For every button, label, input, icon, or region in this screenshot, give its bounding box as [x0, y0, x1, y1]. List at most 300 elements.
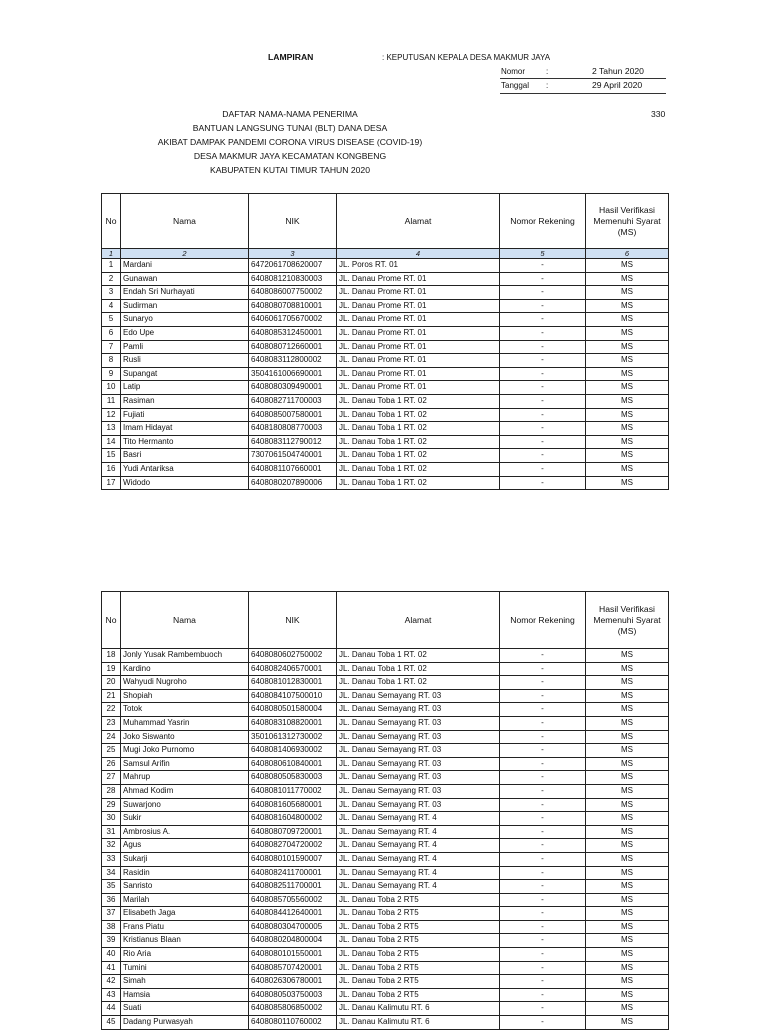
row-no: 8: [102, 354, 121, 368]
row-ms: MS: [586, 866, 669, 880]
row-no: 26: [102, 757, 121, 771]
row-rekening: -: [500, 948, 586, 962]
row-nik: 6408080709720001: [249, 825, 337, 839]
row-rekening: -: [500, 825, 586, 839]
lampiran-value: : KEPUTUSAN KEPALA DESA MAKMUR JAYA: [382, 53, 551, 62]
table-row: [102, 825, 669, 839]
col-index: 1: [102, 249, 121, 259]
row-nama: Ambrosius A.: [121, 825, 249, 839]
row-nama: Rasiman: [121, 394, 249, 408]
row-nama: Mugi Joko Purnomo: [121, 744, 249, 758]
document-code: 330: [651, 109, 666, 119]
row-no: 6: [102, 326, 121, 340]
table-row: [102, 394, 669, 408]
row-nik: 6408083112800002: [249, 354, 337, 368]
row-rekening: -: [500, 798, 586, 812]
row-alamat: JL. Danau Prome RT. 01: [337, 313, 500, 327]
tanggal-value: 29 April 2020: [592, 80, 643, 90]
col-rekening: Nomor Rekening: [500, 194, 586, 249]
row-nik: 6408082411700001: [249, 866, 337, 880]
row-no: 5: [102, 313, 121, 327]
row-nik: 6408080309490001: [249, 381, 337, 395]
col-index: 2: [121, 249, 249, 259]
row-ms: MS: [586, 462, 669, 476]
row-nik: 6408084412640001: [249, 907, 337, 921]
row-ms: MS: [586, 880, 669, 894]
row-alamat: JL. Danau Toba 1 RT. 02: [337, 462, 500, 476]
row-rekening: -: [500, 744, 586, 758]
row-no: 42: [102, 975, 121, 989]
row-alamat: JL. Danau Toba 2 RT5: [337, 920, 500, 934]
row-rekening: -: [500, 676, 586, 690]
row-alamat: JL. Danau Semayang RT. 03: [337, 798, 500, 812]
row-ms: MS: [586, 313, 669, 327]
row-nik: 7307061504740001: [249, 449, 337, 463]
row-nik: 6408081605680001: [249, 798, 337, 812]
row-no: 10: [102, 381, 121, 395]
row-no: 20: [102, 676, 121, 690]
row-alamat: JL. Danau Semayang RT. 03: [337, 771, 500, 785]
row-alamat: JL. Danau Toba 2 RT5: [337, 961, 500, 975]
table-row: [102, 408, 669, 422]
table-row: [102, 299, 669, 313]
row-nama: Muhammad Yasrin: [121, 716, 249, 730]
row-alamat: JL. Danau Toba 1 RT. 02: [337, 449, 500, 463]
nomor-value: 2 Tahun 2020: [592, 66, 644, 76]
row-ms: MS: [586, 812, 669, 826]
row-alamat: JL. Danau Toba 1 RT. 02: [337, 435, 500, 449]
row-alamat: JL. Danau Toba 2 RT5: [337, 948, 500, 962]
row-nik: 6406061705670002: [249, 313, 337, 327]
table-row: [102, 880, 669, 894]
row-alamat: JL. Danau Prome RT. 01: [337, 381, 500, 395]
row-no: 35: [102, 880, 121, 894]
row-no: 21: [102, 689, 121, 703]
col-ms: Hasil Verifikasi Memenuhi Syarat (MS): [586, 194, 669, 249]
row-no: 28: [102, 784, 121, 798]
col-nik: NIK: [249, 194, 337, 249]
row-nik: 6408080110760002: [249, 1016, 337, 1030]
row-nik: 6408081406930002: [249, 744, 337, 758]
row-nama: Simah: [121, 975, 249, 989]
row-ms: MS: [586, 676, 669, 690]
row-ms: MS: [586, 381, 669, 395]
col-alamat: Alamat: [337, 194, 500, 249]
row-rekening: -: [500, 757, 586, 771]
table-row: [102, 367, 669, 381]
row-no: 22: [102, 703, 121, 717]
table-row: [102, 988, 669, 1002]
table-row: [102, 272, 669, 286]
row-no: 17: [102, 476, 121, 490]
table-row: [102, 934, 669, 948]
row-no: 29: [102, 798, 121, 812]
row-rekening: -: [500, 961, 586, 975]
row-alamat: JL. Danau Semayang RT. 4: [337, 852, 500, 866]
table-row: [102, 340, 669, 354]
row-nik: 6408081011770002: [249, 784, 337, 798]
row-nama: Yudi Antariksa: [121, 462, 249, 476]
row-nama: Latip: [121, 381, 249, 395]
row-nik: 6408080207890006: [249, 476, 337, 490]
row-nik: 6408080101550001: [249, 948, 337, 962]
row-ms: MS: [586, 798, 669, 812]
row-nama: Basri: [121, 449, 249, 463]
row-rekening: -: [500, 839, 586, 853]
table-row: [102, 975, 669, 989]
row-ms: MS: [586, 839, 669, 853]
row-nik: 3501061312730002: [249, 730, 337, 744]
row-ms: MS: [586, 975, 669, 989]
row-nik: 6408080503750003: [249, 988, 337, 1002]
row-no: 45: [102, 1016, 121, 1030]
row-nik: 6408080501580004: [249, 703, 337, 717]
row-no: 34: [102, 866, 121, 880]
row-nama: Imam Hidayat: [121, 422, 249, 436]
row-nama: Sanristo: [121, 880, 249, 894]
row-rekening: -: [500, 649, 586, 663]
row-nama: Totok: [121, 703, 249, 717]
row-alamat: JL. Danau Toba 2 RT5: [337, 934, 500, 948]
row-alamat: JL. Danau Prome RT. 01: [337, 340, 500, 354]
row-ms: MS: [586, 988, 669, 1002]
row-no: 27: [102, 771, 121, 785]
row-no: 1: [102, 259, 121, 273]
row-nik: 6408080712660001: [249, 340, 337, 354]
row-alamat: JL. Danau Prome RT. 01: [337, 326, 500, 340]
row-nik: 6408081604800002: [249, 812, 337, 826]
row-nama: Kristianus Blaan: [121, 934, 249, 948]
title-line-3: AKIBAT DAMPAK PANDEMI CORONA VIRUS DISEASE (COVID-19): [157, 137, 423, 147]
row-rekening: -: [500, 689, 586, 703]
row-nik: 6472061708620007: [249, 259, 337, 273]
row-ms: MS: [586, 784, 669, 798]
row-alamat: JL. Danau Toba 2 RT5: [337, 907, 500, 921]
tanggal-colon: :: [546, 81, 549, 90]
nomor-colon: :: [546, 67, 549, 76]
row-ms: MS: [586, 703, 669, 717]
row-nik: 6408080610840001: [249, 757, 337, 771]
table-row: [102, 893, 669, 907]
table-row: [102, 476, 669, 490]
row-no: 41: [102, 961, 121, 975]
row-rekening: -: [500, 662, 586, 676]
row-nama: Suati: [121, 1002, 249, 1016]
row-ms: MS: [586, 1002, 669, 1016]
table-row: [102, 462, 669, 476]
row-no: 43: [102, 988, 121, 1002]
row-no: 33: [102, 852, 121, 866]
table-row: [102, 1016, 669, 1030]
row-nik: 6408080602750002: [249, 649, 337, 663]
row-ms: MS: [586, 649, 669, 663]
row-ms: MS: [586, 662, 669, 676]
title-line-2: BANTUAN LANGSUNG TUNAI (BLT) DANA DESA: [192, 123, 388, 133]
row-ms: MS: [586, 920, 669, 934]
row-ms: MS: [586, 408, 669, 422]
row-rekening: -: [500, 313, 586, 327]
row-nik: 6408080101590007: [249, 852, 337, 866]
row-alamat: JL. Danau Prome RT. 01: [337, 299, 500, 313]
row-nik: 6408085312450001: [249, 326, 337, 340]
row-nama: Agus: [121, 839, 249, 853]
row-rekening: -: [500, 449, 586, 463]
row-rekening: -: [500, 934, 586, 948]
row-rekening: -: [500, 1016, 586, 1030]
row-no: 19: [102, 662, 121, 676]
row-nik: 6408081012830001: [249, 676, 337, 690]
table-row: [102, 259, 669, 273]
row-rekening: -: [500, 988, 586, 1002]
row-nama: Tito Hermanto: [121, 435, 249, 449]
row-rekening: -: [500, 866, 586, 880]
row-ms: MS: [586, 449, 669, 463]
row-alamat: JL. Danau Semayang RT. 03: [337, 744, 500, 758]
row-rekening: -: [500, 394, 586, 408]
table-header-row: [102, 592, 669, 649]
row-nik: 3504161006690001: [249, 367, 337, 381]
row-rekening: -: [500, 340, 586, 354]
row-nama: Rasidin: [121, 866, 249, 880]
row-ms: MS: [586, 272, 669, 286]
row-nik: 6408082406570001: [249, 662, 337, 676]
table-row: [102, 1002, 669, 1016]
row-nama: Tumini: [121, 961, 249, 975]
row-nama: Ahmad Kodim: [121, 784, 249, 798]
row-ms: MS: [586, 299, 669, 313]
lampiran-label: LAMPIRAN: [268, 52, 314, 62]
col-index: 5: [500, 249, 586, 259]
row-no: 9: [102, 367, 121, 381]
row-no: 12: [102, 408, 121, 422]
row-ms: MS: [586, 340, 669, 354]
col-nama: Nama: [121, 194, 249, 249]
row-nik: 6408080505830003: [249, 771, 337, 785]
row-ms: MS: [586, 948, 669, 962]
row-nik: 6408080204800004: [249, 934, 337, 948]
row-ms: MS: [586, 689, 669, 703]
row-rekening: -: [500, 381, 586, 395]
row-ms: MS: [586, 259, 669, 273]
row-nama: Mardani: [121, 259, 249, 273]
row-nama: Sukarji: [121, 852, 249, 866]
row-no: 23: [102, 716, 121, 730]
row-no: 14: [102, 435, 121, 449]
row-nik: 6408086007750002: [249, 286, 337, 300]
row-rekening: -: [500, 920, 586, 934]
row-no: 3: [102, 286, 121, 300]
row-alamat: JL. Danau Prome RT. 01: [337, 367, 500, 381]
row-ms: MS: [586, 354, 669, 368]
row-nama: Wahyudi Nugroho: [121, 676, 249, 690]
row-rekening: -: [500, 422, 586, 436]
row-rekening: -: [500, 354, 586, 368]
row-nama: Hamsia: [121, 988, 249, 1002]
row-alamat: JL. Danau Kalimutu RT. 6: [337, 1016, 500, 1030]
row-rekening: -: [500, 367, 586, 381]
row-nama: Sukir: [121, 812, 249, 826]
row-no: 18: [102, 649, 121, 663]
row-nama: Gunawan: [121, 272, 249, 286]
table-header-row: [102, 194, 669, 249]
row-nama: Supangat: [121, 367, 249, 381]
title-line-1: DAFTAR NAMA-NAMA PENERIMA: [222, 109, 358, 119]
table-row: [102, 907, 669, 921]
row-rekening: -: [500, 286, 586, 300]
row-rekening: -: [500, 730, 586, 744]
table-row: [102, 326, 669, 340]
row-no: 13: [102, 422, 121, 436]
row-no: 39: [102, 934, 121, 948]
row-no: 40: [102, 948, 121, 962]
row-ms: MS: [586, 961, 669, 975]
row-nama: Rio Aria: [121, 948, 249, 962]
row-alamat: JL. Danau Kalimutu RT. 6: [337, 1002, 500, 1016]
row-no: 15: [102, 449, 121, 463]
row-nik: 6408080708810001: [249, 299, 337, 313]
table-row: [102, 435, 669, 449]
row-ms: MS: [586, 893, 669, 907]
row-rekening: -: [500, 703, 586, 717]
row-alamat: JL. Danau Semayang RT. 4: [337, 866, 500, 880]
row-no: 44: [102, 1002, 121, 1016]
table-row: [102, 757, 669, 771]
row-rekening: -: [500, 1002, 586, 1016]
row-nik: 6408080304700005: [249, 920, 337, 934]
row-nama: Fujiati: [121, 408, 249, 422]
table-row: [102, 286, 669, 300]
row-no: 16: [102, 462, 121, 476]
row-no: 31: [102, 825, 121, 839]
recipients-table-1: [101, 193, 669, 490]
row-alamat: JL. Danau Semayang RT. 03: [337, 703, 500, 717]
table-row: [102, 449, 669, 463]
col-alamat: Alamat: [337, 592, 500, 649]
row-alamat: JL. Danau Semayang RT. 03: [337, 716, 500, 730]
table-row: [102, 948, 669, 962]
row-alamat: JL. Danau Toba 1 RT. 02: [337, 676, 500, 690]
table-row: [102, 852, 669, 866]
row-ms: MS: [586, 476, 669, 490]
row-alamat: JL. Danau Toba 1 RT. 02: [337, 422, 500, 436]
col-nik: NIK: [249, 592, 337, 649]
row-nik: 6408082704720002: [249, 839, 337, 853]
row-rekening: -: [500, 408, 586, 422]
row-ms: MS: [586, 934, 669, 948]
row-nama: Kardino: [121, 662, 249, 676]
row-alamat: JL. Danau Semayang RT. 03: [337, 784, 500, 798]
row-nama: Suwarjono: [121, 798, 249, 812]
row-no: 2: [102, 272, 121, 286]
row-nama: Sunaryo: [121, 313, 249, 327]
row-ms: MS: [586, 1016, 669, 1030]
row-ms: MS: [586, 771, 669, 785]
row-nik: 6408085707420001: [249, 961, 337, 975]
table-row: [102, 354, 669, 368]
row-rekening: -: [500, 907, 586, 921]
table-row: [102, 961, 669, 975]
title-line-5: KABUPATEN KUTAI TIMUR TAHUN 2020: [210, 165, 370, 175]
row-no: 11: [102, 394, 121, 408]
tanggal-underline: [500, 93, 666, 94]
row-no: 32: [102, 839, 121, 853]
row-rekening: -: [500, 259, 586, 273]
table-row: [102, 676, 669, 690]
row-nik: 6408082511700001: [249, 880, 337, 894]
row-ms: MS: [586, 422, 669, 436]
row-alamat: JL. Danau Toba 1 RT. 02: [337, 649, 500, 663]
row-no: 25: [102, 744, 121, 758]
row-ms: MS: [586, 757, 669, 771]
column-index-row: [102, 249, 669, 259]
row-ms: MS: [586, 730, 669, 744]
row-alamat: JL. Danau Semayang RT. 03: [337, 689, 500, 703]
row-ms: MS: [586, 286, 669, 300]
row-ms: MS: [586, 907, 669, 921]
row-alamat: JL. Danau Semayang RT. 03: [337, 757, 500, 771]
row-nama: Shopiah: [121, 689, 249, 703]
nomor-underline: [500, 78, 666, 79]
row-rekening: -: [500, 435, 586, 449]
row-nama: Mahrup: [121, 771, 249, 785]
col-index: 4: [337, 249, 500, 259]
row-alamat: JL. Danau Semayang RT. 4: [337, 812, 500, 826]
table-row: [102, 381, 669, 395]
row-rekening: -: [500, 880, 586, 894]
row-nama: Rusli: [121, 354, 249, 368]
row-nik: 6408085705560002: [249, 893, 337, 907]
row-rekening: -: [500, 476, 586, 490]
row-rekening: -: [500, 716, 586, 730]
row-rekening: -: [500, 852, 586, 866]
row-alamat: JL. Danau Semayang RT. 4: [337, 839, 500, 853]
row-alamat: JL. Danau Semayang RT. 03: [337, 730, 500, 744]
row-no: 30: [102, 812, 121, 826]
row-no: 24: [102, 730, 121, 744]
col-nama: Nama: [121, 592, 249, 649]
row-ms: MS: [586, 744, 669, 758]
row-rekening: -: [500, 975, 586, 989]
row-no: 37: [102, 907, 121, 921]
row-rekening: -: [500, 462, 586, 476]
row-nama: Elisabeth Jaga: [121, 907, 249, 921]
row-alamat: JL. Danau Toba 1 RT. 02: [337, 408, 500, 422]
row-ms: MS: [586, 435, 669, 449]
table-row: [102, 744, 669, 758]
row-nik: 6408081210830003: [249, 272, 337, 286]
row-no: 38: [102, 920, 121, 934]
row-alamat: JL. Danau Toba 2 RT5: [337, 988, 500, 1002]
row-rekening: -: [500, 771, 586, 785]
col-index: 3: [249, 249, 337, 259]
row-no: 7: [102, 340, 121, 354]
row-alamat: JL. Danau Toba 2 RT5: [337, 975, 500, 989]
row-ms: MS: [586, 394, 669, 408]
row-rekening: -: [500, 812, 586, 826]
row-alamat: JL. Danau Toba 2 RT5: [337, 893, 500, 907]
row-nama: Joko Siswanto: [121, 730, 249, 744]
row-alamat: JL. Poros RT. 01: [337, 259, 500, 273]
row-rekening: -: [500, 893, 586, 907]
row-alamat: JL. Danau Toba 1 RT. 02: [337, 394, 500, 408]
row-no: 36: [102, 893, 121, 907]
row-ms: MS: [586, 367, 669, 381]
row-nama: Sudirman: [121, 299, 249, 313]
row-ms: MS: [586, 716, 669, 730]
tanggal-label: Tanggal: [501, 81, 530, 90]
table-1-body: [102, 259, 669, 490]
col-no: No: [102, 194, 121, 249]
